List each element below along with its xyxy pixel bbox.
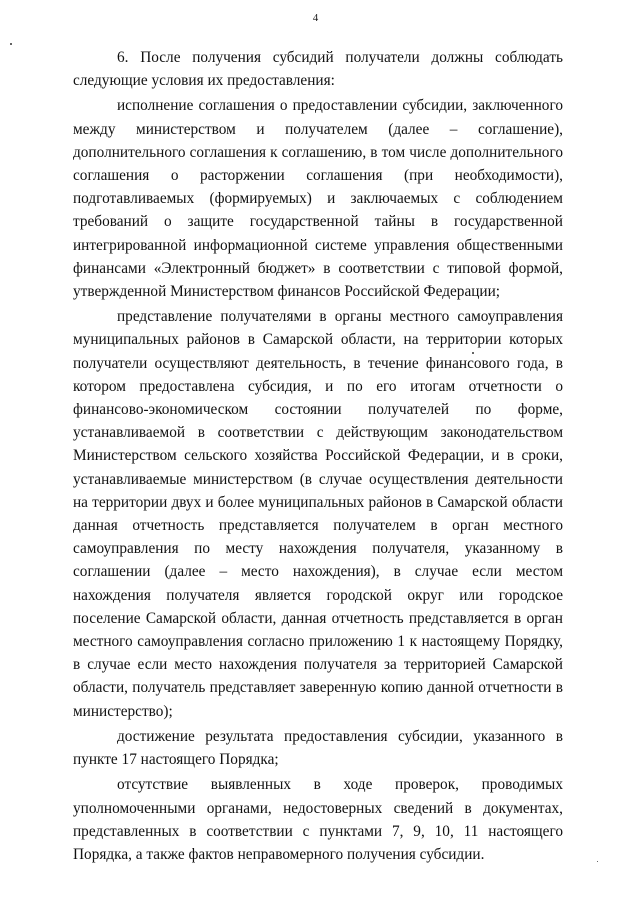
- page-number: 4: [312, 12, 319, 24]
- paragraph-conditions-intro: 6. После получения субсидий получатели должны соблюдать следующие условия их предоставления:: [73, 49, 563, 90]
- scan-speck: [597, 861, 598, 862]
- paragraph-agreement-execution: исполнение соглашения о предоставлении субсидии, заключенного между министерством и получателем (далее – соглашение), дополнительного соглашения к соглашению, в том числе дополнительного соглашения о расторжении соглашения (при необходимости), подготавливаемых (формируемых) и заключаемых с соблюдением требований о защите государственной тайны в государственной интегрированной информационной системе управления общественными финансами «Электронный бюджет» в соответствии с типовой формой, утвержденной Министерством финансов Российской Федерации;: [73, 97, 563, 301]
- paragraph-no-violations: отсутствие выявленных в ходе проверок, проводимых уполномоченными органами, недостоверных сведений в документах, представленных в соответствии с пунктами 7, 9, 10, 11 настоящего Порядка, а также фактов неправомерного получения субсидии.: [73, 776, 563, 863]
- paragraph-result-achievement: достижение результата предоставления субсидии, указанного в пункте 17 настоящего Порядка;: [73, 727, 563, 769]
- scan-speck: [10, 43, 12, 45]
- paragraph-reporting: представление получателями в органы местного самоуправления муниципальных районов в Самарской области, на территории которых получатели осуществляют деятельность, в течение финансового года, в котором предоставлена субсидия, и по его итогам отчетности о финансово-экономическом состоянии получателей по форме, устанавливаемой в соответствии с действующим законодательством Министерством сельского хозяйства Российской Федерации, и в сроки, устанавливаемые министерством (в случае осуществления деятельности на территории двух и более муниципальных районов в Самарской области данная отчетность представляется получателем в орган местного самоуправления по месту нахождения получателя, указанному в соглашении (далее – место нахождения), в случае если местом нахождения получателя является городской округ или городское поселение Самарской области, данная отчетность представляется в орган местного самоуправления согласно приложению 1 к настоящему Порядку, в случае если место нахождения получателя за территорией Самарской области, получатель представляет заверенную копию данной отчетности в министерство);: [73, 308, 563, 720]
- document-body: [73, 46, 563, 868]
